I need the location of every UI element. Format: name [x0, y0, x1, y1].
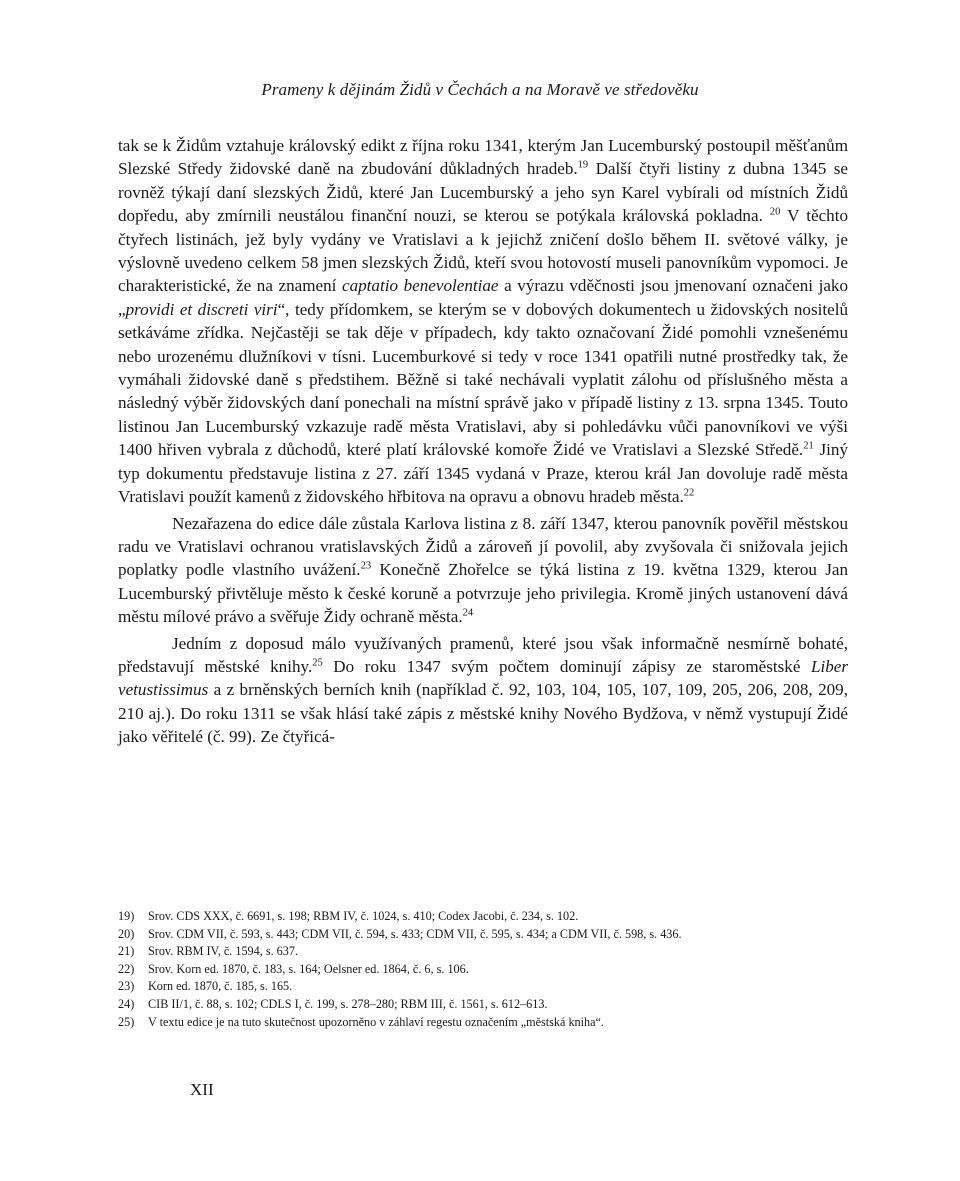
footnote-ref: 20 [769, 206, 781, 218]
footnote [118, 926, 848, 944]
footnote-text: Korn ed. 1870, č. 185, s. 165. [148, 979, 293, 994]
footnote-text: Srov. CDM VII, č. 593, s. 443; CDM VII, č. 594, s. 433; CDM VII, č. 595, s. 434; a CDM VII, č. 598, s. 436. [148, 926, 682, 941]
footnote-text: Srov. RBM IV, č. 1594, s. 637. [148, 944, 298, 959]
text-run: Jedním z doposud málo využívaných pramenů, které jsou však informačně nesmírně bohaté, představují městské knihy. [118, 633, 848, 676]
text-run: V těchto čtyřech listinách, jež byly vydány ve Vratislavi a k jejichž zničení došlo během II. světové války, je výslovně uvedeno celkem 58 jmen slezských Židů, kteří svou hotovostí museli panovníkům vypomoci. Je charakteristické, že na znamení [118, 206, 849, 296]
text-run: Konečně Zhořelce se týká listina z 19. května 1329, kterou Jan Lucemburský přivtěluje město k české koruně a potvrzuje jeho privilegia. Kromě jiných ustanovení dává městu mílové právo a svěřuje Židy ochraně města. [118, 560, 848, 627]
footnote [118, 996, 848, 1014]
paragraph-2 [118, 512, 848, 629]
footnote [118, 943, 848, 961]
italic-text: Liber vetustissimus [118, 656, 849, 700]
footnote-text: V textu edice je na tuto skutečnost upozorněno v záhlaví regestu označením „městská kniha“. [148, 1014, 604, 1029]
italic-text: captatio benevolentiae [342, 276, 499, 296]
text-run: Nezařazena do edice dále zůstala Karlova listina z 8. září 1347, kterou panovník pověřil městskou radu ve Vratislavi ochranou vratislavských Židů a zároveň jí povolil, aby zvyšovala či snižovala jejich poplatky podle vlastního uvážení. [118, 513, 848, 580]
running-head: Prameny k dějinám Židů v Čechách a na Moravě ve středověku [261, 80, 699, 99]
body-text [118, 134, 848, 749]
footnote-number: 22) [118, 961, 135, 976]
footnote-ref: 24 [462, 607, 474, 619]
footnote [118, 978, 848, 996]
footnote-ref: 19 [577, 159, 589, 171]
italic-text: providi et discreti viri [125, 299, 278, 319]
paragraph-1 [118, 134, 848, 509]
footnote-text: Srov. CDS XXX, č. 6691, s. 198; RBM IV, č. 1024, s. 410; Codex Jacobi, č. 234, s. 102. [148, 909, 579, 923]
paragraph-3 [118, 632, 848, 749]
footnote-number: 23) [118, 979, 135, 994]
text-run: a z brněnských berních knih (například č. 92, 103, 104, 105, 107, 109, 205, 206, 208, 209, 210 aj.). Do roku 1311 se však hlásí také zápis z městské knihy Nového Bydžova, v němž vystupují Židé jako věřitelé (č. 99). Ze čtyřicá- [118, 680, 848, 747]
footnote [118, 961, 848, 979]
footnote-text: CIB II/1, č. 88, s. 102; CDLS I, č. 199, s. 278–280; RBM III, č. 1561, s. 612–613. [148, 996, 548, 1011]
footnote [118, 1014, 848, 1032]
text-run: Další čtyři listiny z dubna 1345 se rovněž týkají daní slezských Židů, které Jan Lucemburský a jeho syn Karel vybírali od místních Židů dopředu, aby zmírnili neustálou finanční nouzi, se kterou se potýkala královská pokladna. [118, 159, 848, 226]
page-number: XII [190, 1080, 214, 1099]
text-run: “, tedy přídomkem, se kterým se v dobových dokumentech u židovských nositelů setkáváme zřídka. Nejčastěji se tak děje v případech, kdy takto označovaní Židé pomohli vznešenému nebo urozenému dlužníkovi v tísni. Lucemburkové si tedy v roce 1341 opatřili nutné prostředky tak, že vymáhali židovské daně s předstihem. Běžně si také nechávali vyplatit zálohu od příslušného města a následný výběr židovských daní ponechali na místní správě jako v případě listiny z 13. srpna 1345. Touto listinou Jan Lucemburský vzkazuje radě města Vratislavi, aby si pohledávku vůči panovníkovi ve výši 1400 hřiven vybrala z důchodů, které platí královské komoře Židé ve Vratislavi a Slezské Středě. [118, 299, 849, 460]
footnote-text: Srov. Korn ed. 1870, č. 183, s. 164; Oelsner ed. 1864, č. 6, s. 106. [148, 961, 469, 976]
footnote-ref: 22 [683, 487, 695, 499]
footnote-number: 21) [118, 944, 135, 959]
footnote-ref: 21 [803, 440, 814, 452]
footnote-ref: 25 [312, 657, 323, 669]
footnote-number: 20) [118, 926, 135, 941]
text-run: Do roku 1347 svým počtem dominují zápisy ze staroměstské [322, 656, 811, 676]
footnote-number: 24) [118, 996, 135, 1011]
text-run: tak se k Židům vztahuje královský edikt z října roku 1341, kterým Jan Lucemburský postoupil měšťanům Slezské Středy židovské daně na zbudování důkladných hradeb. [118, 136, 848, 179]
footnotes [118, 908, 848, 1031]
footnote-ref: 23 [360, 560, 372, 572]
footnote-number: 25) [118, 1014, 135, 1029]
footnote [118, 908, 848, 926]
text-run: Jiný typ dokumentu představuje listina z 27. září 1345 vydaná v Praze, kterou král Jan dovoluje radě města Vratislavi použít kamenů z židovského hřbitova na opravu a obnovu hradeb města. [118, 440, 848, 507]
footnote-number: 19) [118, 909, 135, 923]
text-run: a výrazu vděčnosti jsou jmenovaní označeni jako „ [118, 276, 849, 319]
